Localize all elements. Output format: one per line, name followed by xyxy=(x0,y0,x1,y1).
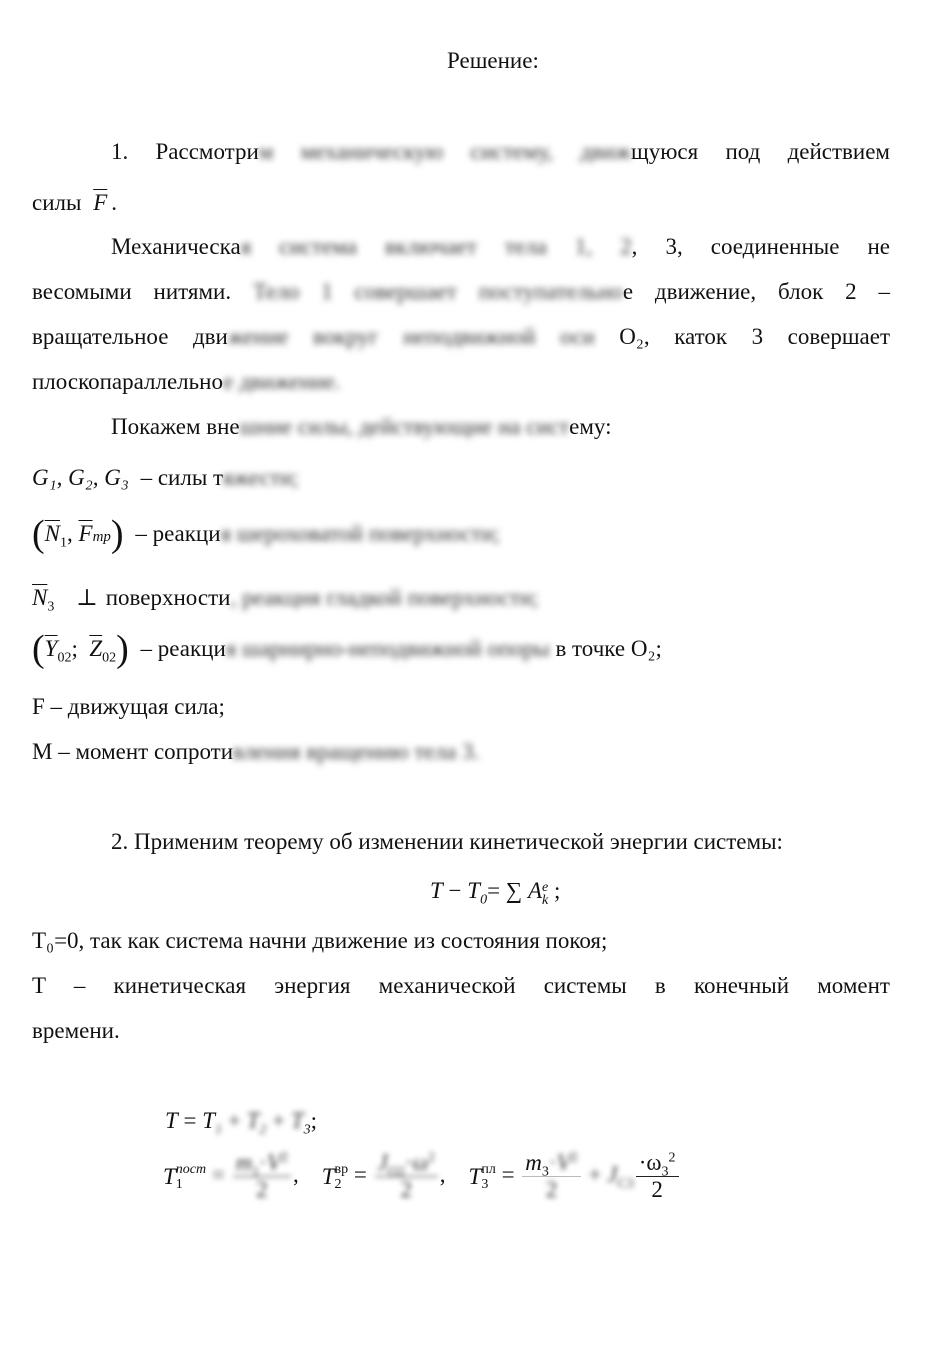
t-definition-line-2: времени. xyxy=(32,1018,120,1043)
text-segment: в точке O₂; xyxy=(555,636,662,661)
friction-force-symbol: $\overline{F}$ xyxy=(78,521,93,546)
t0-line: T₀=0, так как система начни движение из состояния покоя; xyxy=(32,928,608,953)
support-reaction-line: ($\overline{Y}_{02}$; $\overline{Z}_{02}$) – реакция шарнирно-неподвижной опоры в точке O₂; xyxy=(32,628,662,670)
text-segment: Механическа xyxy=(111,234,241,259)
energy-terms-formula: Tпост 1 = $\frac{m_1\cdot V^2}{2}$ , Tвр 2 = $\frac{J_{O2}\cdot\omega^2}{2}$ , Tпл 3 = $\frac{m_3\cdot V^2}{2}$ + $J_{C3}$ $\frac{\cdot\omega_3^2}{2}$ xyxy=(163,1150,681,1203)
text-segment: . xyxy=(111,190,118,215)
paragraph-1-line-2 xyxy=(32,188,117,218)
blurred-text: , реакция гладкой поверхности; xyxy=(230,585,539,610)
kinetic-energy-theorem-formula: $T - T_0=$ ∑ Ae k ; xyxy=(430,878,561,908)
paragraph-2-line-2 xyxy=(32,277,890,307)
blurred-formula: + $J_{C3}$ xyxy=(588,1161,634,1192)
friction-subscript: тр xyxy=(92,529,111,545)
normal-N1-symbol: $\overline{N}$ xyxy=(44,521,60,546)
blurred-text: вления вращению тела 3. xyxy=(233,739,480,764)
text-segment: – реакци xyxy=(140,636,226,661)
perpendicular-sign: ⊥ xyxy=(76,585,98,610)
text-segment: е движение, блок 2 – xyxy=(622,279,891,304)
blurred-text: я шероховатой поверхности; xyxy=(220,521,500,546)
moment-line xyxy=(32,737,479,767)
text-segment: вращательное дви xyxy=(32,324,228,349)
paragraph-2-line-1 xyxy=(111,232,890,262)
text-segment: плоскопараллельно xyxy=(32,369,224,394)
reaction-Y02-symbol: $\overline{Y}$ xyxy=(44,636,58,661)
text-segment: весомыми нитями. xyxy=(32,279,232,304)
blurred-text: м механическую систему, движ xyxy=(258,139,632,164)
gravity-forces-line xyxy=(32,463,299,493)
text-segment: , 3, соединенные не xyxy=(631,234,890,259)
blurred-text: жение вокруг неподвижной оси xyxy=(227,324,595,349)
blurred-formula: $_1 + T_2 + T$ xyxy=(215,1108,304,1138)
blurred-text: е движение. xyxy=(223,369,341,394)
text-segment: O₂, каток 3 совершает xyxy=(619,324,890,349)
text-segment: щуюся под действием xyxy=(631,139,890,164)
text-segment: M – момент сопроти xyxy=(32,739,234,764)
blurred-text: яжести; xyxy=(222,465,299,490)
paragraph-3 xyxy=(111,412,611,442)
text-segment: поверхности xyxy=(105,585,231,610)
text-segment: – силы т xyxy=(140,465,223,490)
friction-reaction-line: ($\overline{N}_1$, $\overline{F}тр$) – реакция шероховатой поверхности; xyxy=(32,513,500,555)
paragraph-1-line-1 xyxy=(111,137,890,167)
paragraph-2-line-3 xyxy=(32,322,890,352)
blurred-formula: $\frac{J_{O2}\cdot\omega^2}{2}$ xyxy=(373,1162,440,1187)
paren-right: ) xyxy=(110,513,124,555)
normal-reaction-line: $\overline{N}_3$ ⊥ поверхности, реакция гладкой поверхности; xyxy=(32,585,539,615)
normal-N3-symbol: $\overline{N}$ xyxy=(32,585,48,610)
paren-right: ) xyxy=(116,628,129,670)
blurred-text: шние силы, действующие на сист xyxy=(239,414,570,439)
paragraph-2-line-4 xyxy=(32,367,340,397)
blurred-text: Тело 1 совершает поступательно xyxy=(252,279,623,304)
force-F-symbol: $\overline{F}$ xyxy=(93,190,108,215)
text-segment: 1. Рассмотри xyxy=(111,139,259,164)
text-segment: Покажем вне xyxy=(111,414,240,439)
text-segment: силы xyxy=(32,190,82,215)
t-definition-line-1: T – кинетическая энергия механической системы в конечный момент xyxy=(32,973,890,998)
step-2-heading: 2. Применим теорему об изменении кинетической энергии системы: xyxy=(111,829,783,854)
gravity-symbols: G₁, G₂, G₃ xyxy=(32,465,129,490)
reaction-Z02-symbol: $\overline{Z}$ xyxy=(89,636,103,661)
driving-force-line: F – движущая сила; xyxy=(32,694,225,719)
total-energy-formula: $T = T_1 + T_2 + T_3$; xyxy=(165,1108,318,1138)
paren-left: ( xyxy=(32,628,45,670)
blurred-text: я система включает тела 1, 2 xyxy=(240,234,632,259)
blurred-text: я шарнирно-неподвижной опоры xyxy=(225,636,550,661)
blurred-formula: = $\frac{m_1\cdot V^2}{2}$ xyxy=(212,1162,293,1187)
text-segment: – реакци xyxy=(135,521,221,546)
paren-left: ( xyxy=(32,513,45,555)
page-title: Решение: xyxy=(447,48,539,73)
text-segment: ему: xyxy=(569,414,612,439)
